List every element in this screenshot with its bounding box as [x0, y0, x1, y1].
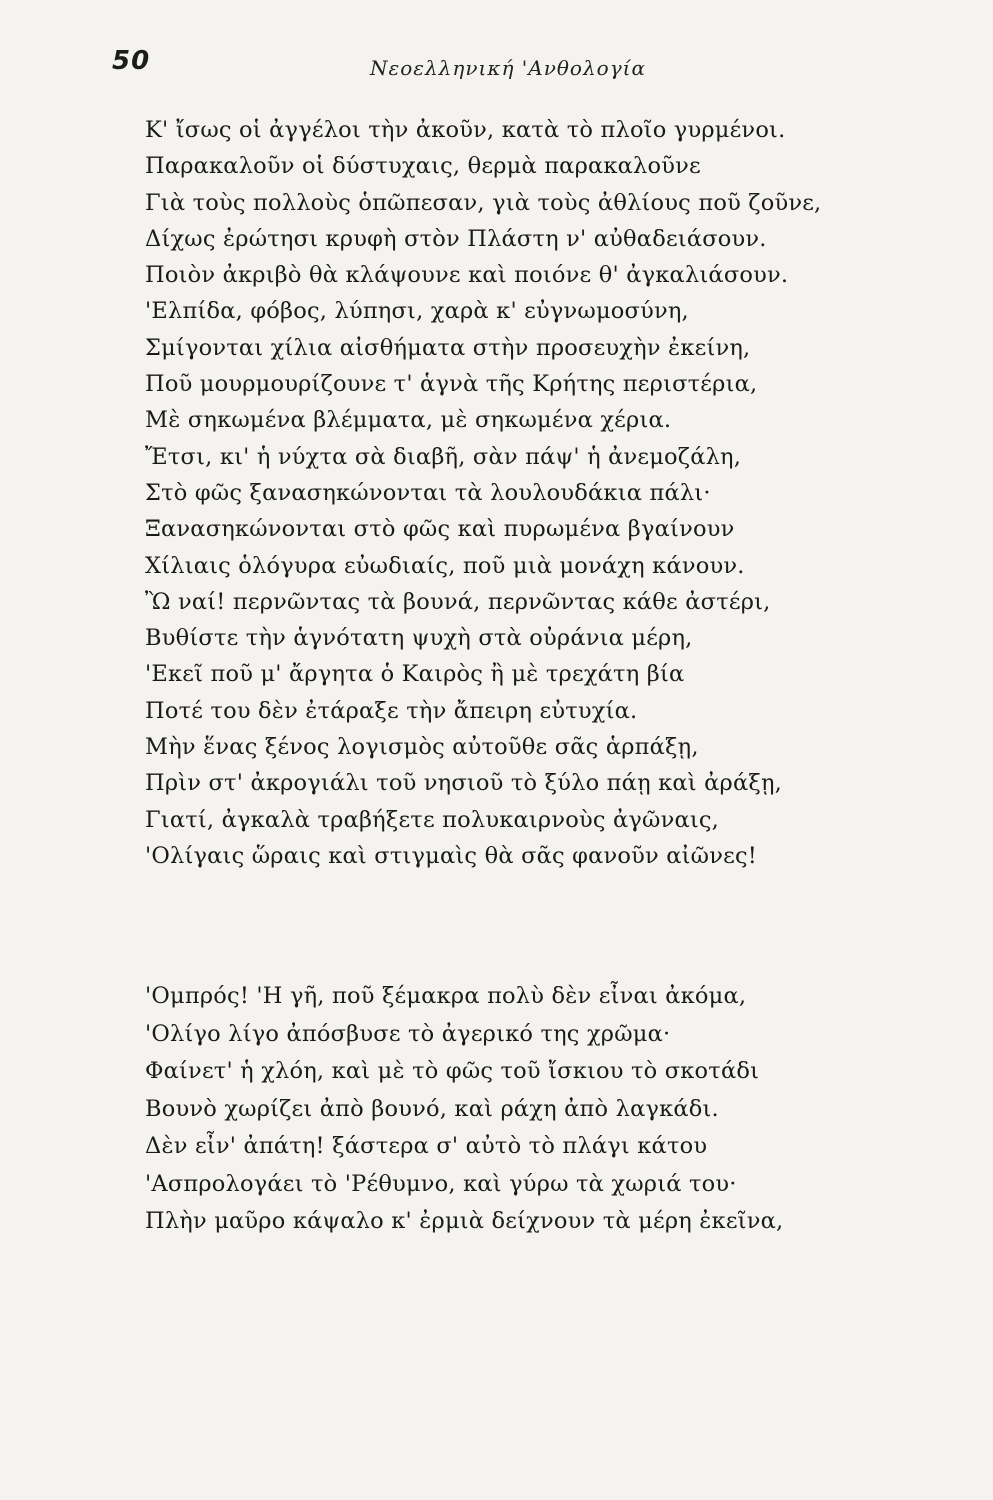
running-head: Νεοελληνική 'Ανθολογία [370, 56, 646, 80]
verse-line: Μὴν ἕνας ξένος λογισμὸς αὐτοῦθε σᾶς ἁρπάξῃ, [145, 734, 699, 761]
verse-line: 'Ολίγαις ὥραις καὶ στιγμαὶς θὰ σᾶς φανοῦν αἰῶνες! [145, 842, 757, 869]
verse-line: Δὲν εἶν' ἀπάτη! ξάστερα σ' αὐτὸ τὸ πλάγι κάτου [145, 1133, 708, 1159]
verse-line: Ξανασηκώνονται στὸ φῶς καὶ πυρωμένα βγαίνουν [145, 516, 735, 543]
verse-line: Δίχως ἐρώτησι κρυφὴ στὸν Πλάστη ν' αὐθαδειάσουν. [145, 225, 767, 252]
verse-line: Μὲ σηκωμένα βλέμματα, μὲ σηκωμένα χέρια. [145, 407, 672, 434]
verse-line: Σμίγονται χίλια αἰσθήματα στὴν προσευχὴν ἐκείνη, [145, 334, 751, 361]
verse-line: 'Εκεῖ ποῦ μ' ἄργητα ὁ Καιρὸς ἢ μὲ τρεχάτη βία [145, 661, 685, 688]
verse-line: Φαίνετ' ἡ χλόη, καὶ μὲ τὸ φῶς τοῦ ἴσκιου τὸ σκοτάδι [145, 1058, 760, 1084]
verse-line: Στὸ φῶς ξανασηκώνονται τὰ λουλουδάκια πάλι· [145, 479, 711, 506]
verse-line: Βυθίστε τὴν ἁγνότατη ψυχὴ στὰ οὐράνια μέρη, [145, 625, 693, 652]
verse-line: Ἔτσι, κι' ἡ νύχτα σὰ διαβῆ, σὰν πάψ' ἡ ἀνεμοζάλη, [145, 443, 742, 470]
verse-line: 'Ελπίδα, φόβος, λύπησι, χαρὰ κ' εὐγνωμοσύνη, [145, 298, 689, 325]
verse-line: Ποῦ μουρμουρίζουνε τ' ἁγνὰ τῆς Κρήτης περιστέρια, [145, 371, 758, 398]
verse-line: Ὢ ναί! περνῶντας τὰ βουνά, περνῶντας κάθε ἀστέρι, [145, 588, 771, 615]
verse-line: Παρακαλοῦν οἱ δύστυχαις, θερμὰ παρακαλοῦνε [145, 153, 701, 180]
verse-line: 'Ομπρός! 'Η γῆ, ποῦ ξέμακρα πολὺ δὲν εἶναι ἀκόμα, [145, 983, 747, 1009]
verse-line: Πλὴν μαῦρο κάψαλο κ' ἐρμιὰ δείχνουν τὰ μέρη ἐκεῖνα, [145, 1208, 784, 1234]
verse-line: Ποιὸν ἀκριβὸ θὰ κλάψουνε καὶ ποιόνε θ' ἀγκαλιάσουν. [145, 262, 789, 289]
verse-line: Ποτέ του δὲν ἐτάραξε τὴν ἄπειρη εὐτυχία. [145, 697, 638, 724]
stanza-2 [145, 978, 935, 1241]
verse-line: 'Ολίγο λίγο ἀπόσβυσε τὸ ἀγερικό της χρῶμα· [145, 1020, 671, 1047]
verse-line: Πρὶν στ' ἀκρογιάλι τοῦ νησιοῦ τὸ ξύλο πάῃ καὶ ἀράξῃ, [145, 770, 782, 797]
verse-line: Κ' ἴσως οἱ ἀγγέλοι τὴν ἀκοῦν, κατὰ τὸ πλοῖο γυρμένοι. [145, 117, 786, 143]
verse-line: Βουνὸ χωρίζει ἀπὸ βουνό, καὶ ράχη ἀπὸ λαγκάδι. [145, 1095, 719, 1122]
page-number: 50 [112, 46, 151, 76]
verse-line: 'Ασπρολογάει τὸ 'Ρέθυμνο, καὶ γύρω τὰ χωριά του· [145, 1170, 737, 1197]
verse-line: Γιατί, ἀγκαλὰ τραβήξετε πολυκαιρνοὺς ἀγῶναις, [145, 806, 720, 833]
stanza-1 [145, 112, 935, 874]
verse-line: Γιὰ τοὺς πολλοὺς ὁπῶπεσαν, γιὰ τοὺς ἀθλίους ποῦ ζοῦνε, [145, 189, 822, 216]
verse-line: Χίλιαις ὁλόγυρα εὐωδιαίς, ποῦ μιὰ μονάχη κάνουν. [145, 552, 745, 579]
